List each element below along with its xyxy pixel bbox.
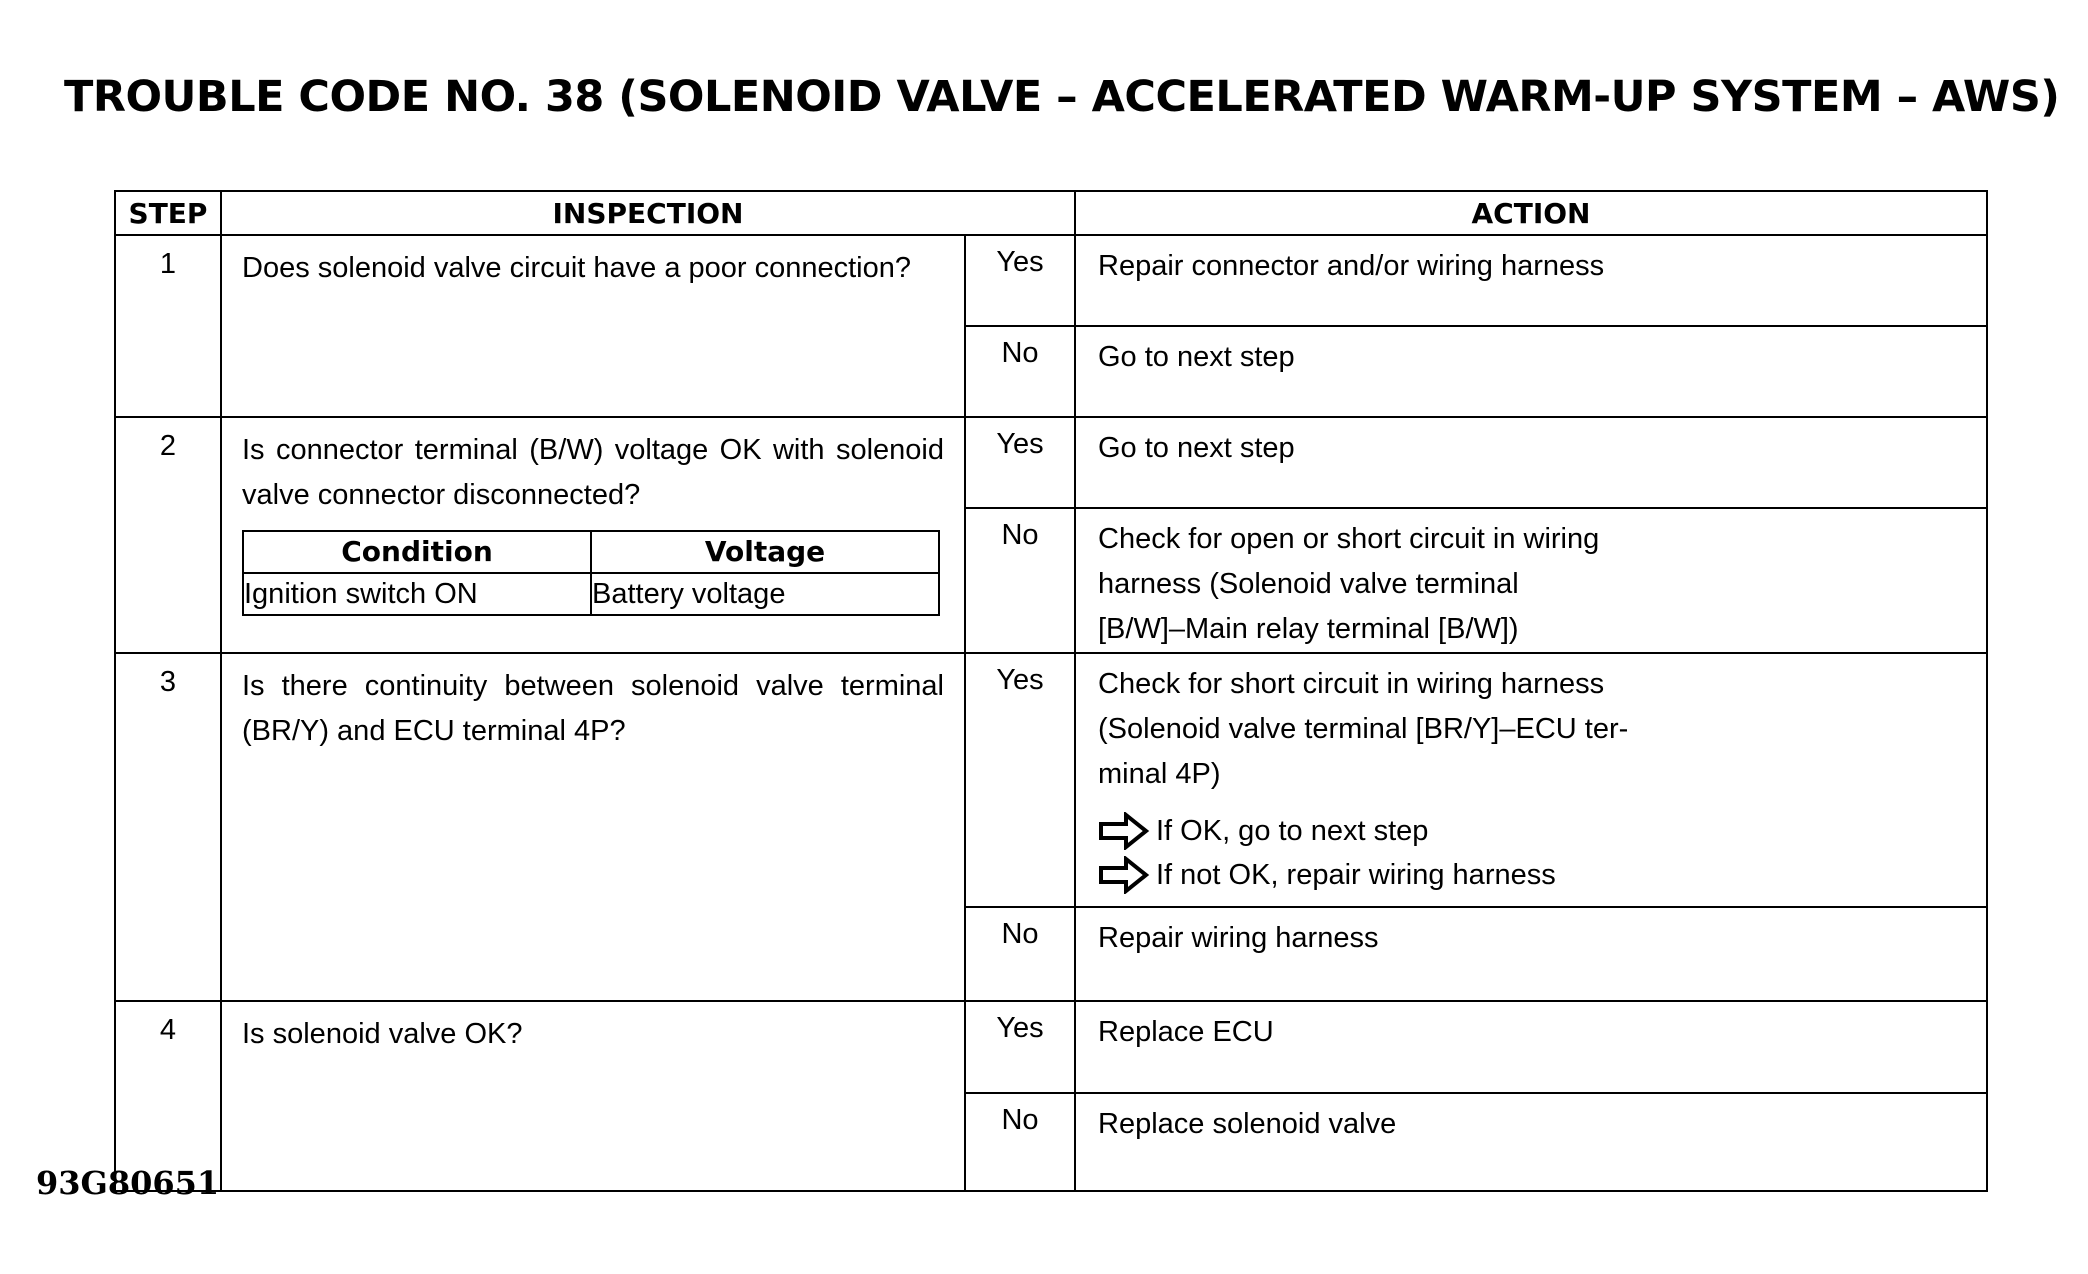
step-1-no-action: Go to next step xyxy=(1075,326,1987,417)
step-1-inspection: Does solenoid valve circuit have a poor connection? xyxy=(221,235,965,417)
step-2-inspection: Is connector terminal (B/W) voltage OK with solenoid valve connector disconnected? xyxy=(242,434,944,511)
figure-code: 93G80651 xyxy=(36,1164,220,1202)
step-2-yes-action: Go to next step xyxy=(1075,417,1987,508)
step-2-yes-label: Yes xyxy=(965,417,1075,508)
table-header-row xyxy=(115,191,1987,235)
condition-header: Condition xyxy=(243,531,591,573)
step-3-yes-action-line: minal 4P) xyxy=(1098,758,1221,790)
step-1-number: 1 xyxy=(115,235,221,417)
step-1-no-label: No xyxy=(965,326,1075,417)
step-4-inspection: Is solenoid valve OK? xyxy=(221,1001,965,1191)
page-title: TROUBLE CODE NO. 38 (SOLENOID VALVE – ACCELERATED WARM-UP SYSTEM – AWS) xyxy=(64,72,2060,122)
step-4-yes-row xyxy=(115,1001,1987,1093)
step-1-yes-label: Yes xyxy=(965,235,1075,326)
voltage-header: Voltage xyxy=(591,531,939,573)
step-1-yes-row xyxy=(115,235,1987,326)
step-3-yes-row xyxy=(115,653,1987,907)
step-3-number: 3 xyxy=(115,653,221,1001)
step-4-yes-label: Yes xyxy=(965,1001,1075,1093)
voltage-value: Battery voltage xyxy=(591,573,939,615)
header-step: STEP xyxy=(115,191,221,235)
step-1-yes-action: Repair connector and/or wiring harness xyxy=(1075,235,1987,326)
step-3-not-ok-line xyxy=(1098,853,1966,897)
step-2-no-label: No xyxy=(965,508,1075,653)
step-3-no-action: Repair wiring harness xyxy=(1075,907,1987,1001)
step-4-no-label: No xyxy=(965,1093,1075,1191)
right-arrow-icon xyxy=(1098,856,1150,894)
step-2-inspection-cell xyxy=(221,417,965,653)
step-2-yes-row xyxy=(115,417,1987,508)
header-inspection: INSPECTION xyxy=(221,191,1075,235)
step-2-no-action-line: [B/W]–Main relay terminal [B/W]) xyxy=(1098,613,1519,645)
step-4-yes-action: Replace ECU xyxy=(1075,1001,1987,1093)
step-3-ok-text: If OK, go to next step xyxy=(1156,815,1429,847)
step-3-yes-label: Yes xyxy=(965,653,1075,907)
step-2-no-action-line: Check for open or short circuit in wiring xyxy=(1098,523,1600,555)
step-2-no-action xyxy=(1075,508,1987,653)
trouble-code-table xyxy=(114,190,1988,1192)
step-3-inspection: Is there continuity between solenoid valve terminal (BR/Y) and ECU terminal 4P? xyxy=(221,653,965,1001)
step-3-yes-action-line: Check for short circuit in wiring harness xyxy=(1098,668,1605,700)
right-arrow-icon xyxy=(1098,812,1150,850)
step-3-ok-line xyxy=(1098,809,1966,853)
step-3-yes-action xyxy=(1075,653,1987,907)
header-action: ACTION xyxy=(1075,191,1987,235)
step-4-number: 4 xyxy=(115,1001,221,1191)
step-3-no-label: No xyxy=(965,907,1075,1001)
condition-value: Ignition switch ON xyxy=(243,573,591,615)
step-2-number: 2 xyxy=(115,417,221,653)
step-2-no-action-line: harness (Solenoid valve terminal xyxy=(1098,568,1519,600)
step-4-no-action: Replace solenoid valve xyxy=(1075,1093,1987,1191)
step-3-not-ok-text: If not OK, repair wiring harness xyxy=(1156,859,1556,891)
condition-voltage-table xyxy=(242,530,940,616)
step-3-yes-action-line: (Solenoid valve terminal [BR/Y]–ECU ter- xyxy=(1098,713,1629,745)
